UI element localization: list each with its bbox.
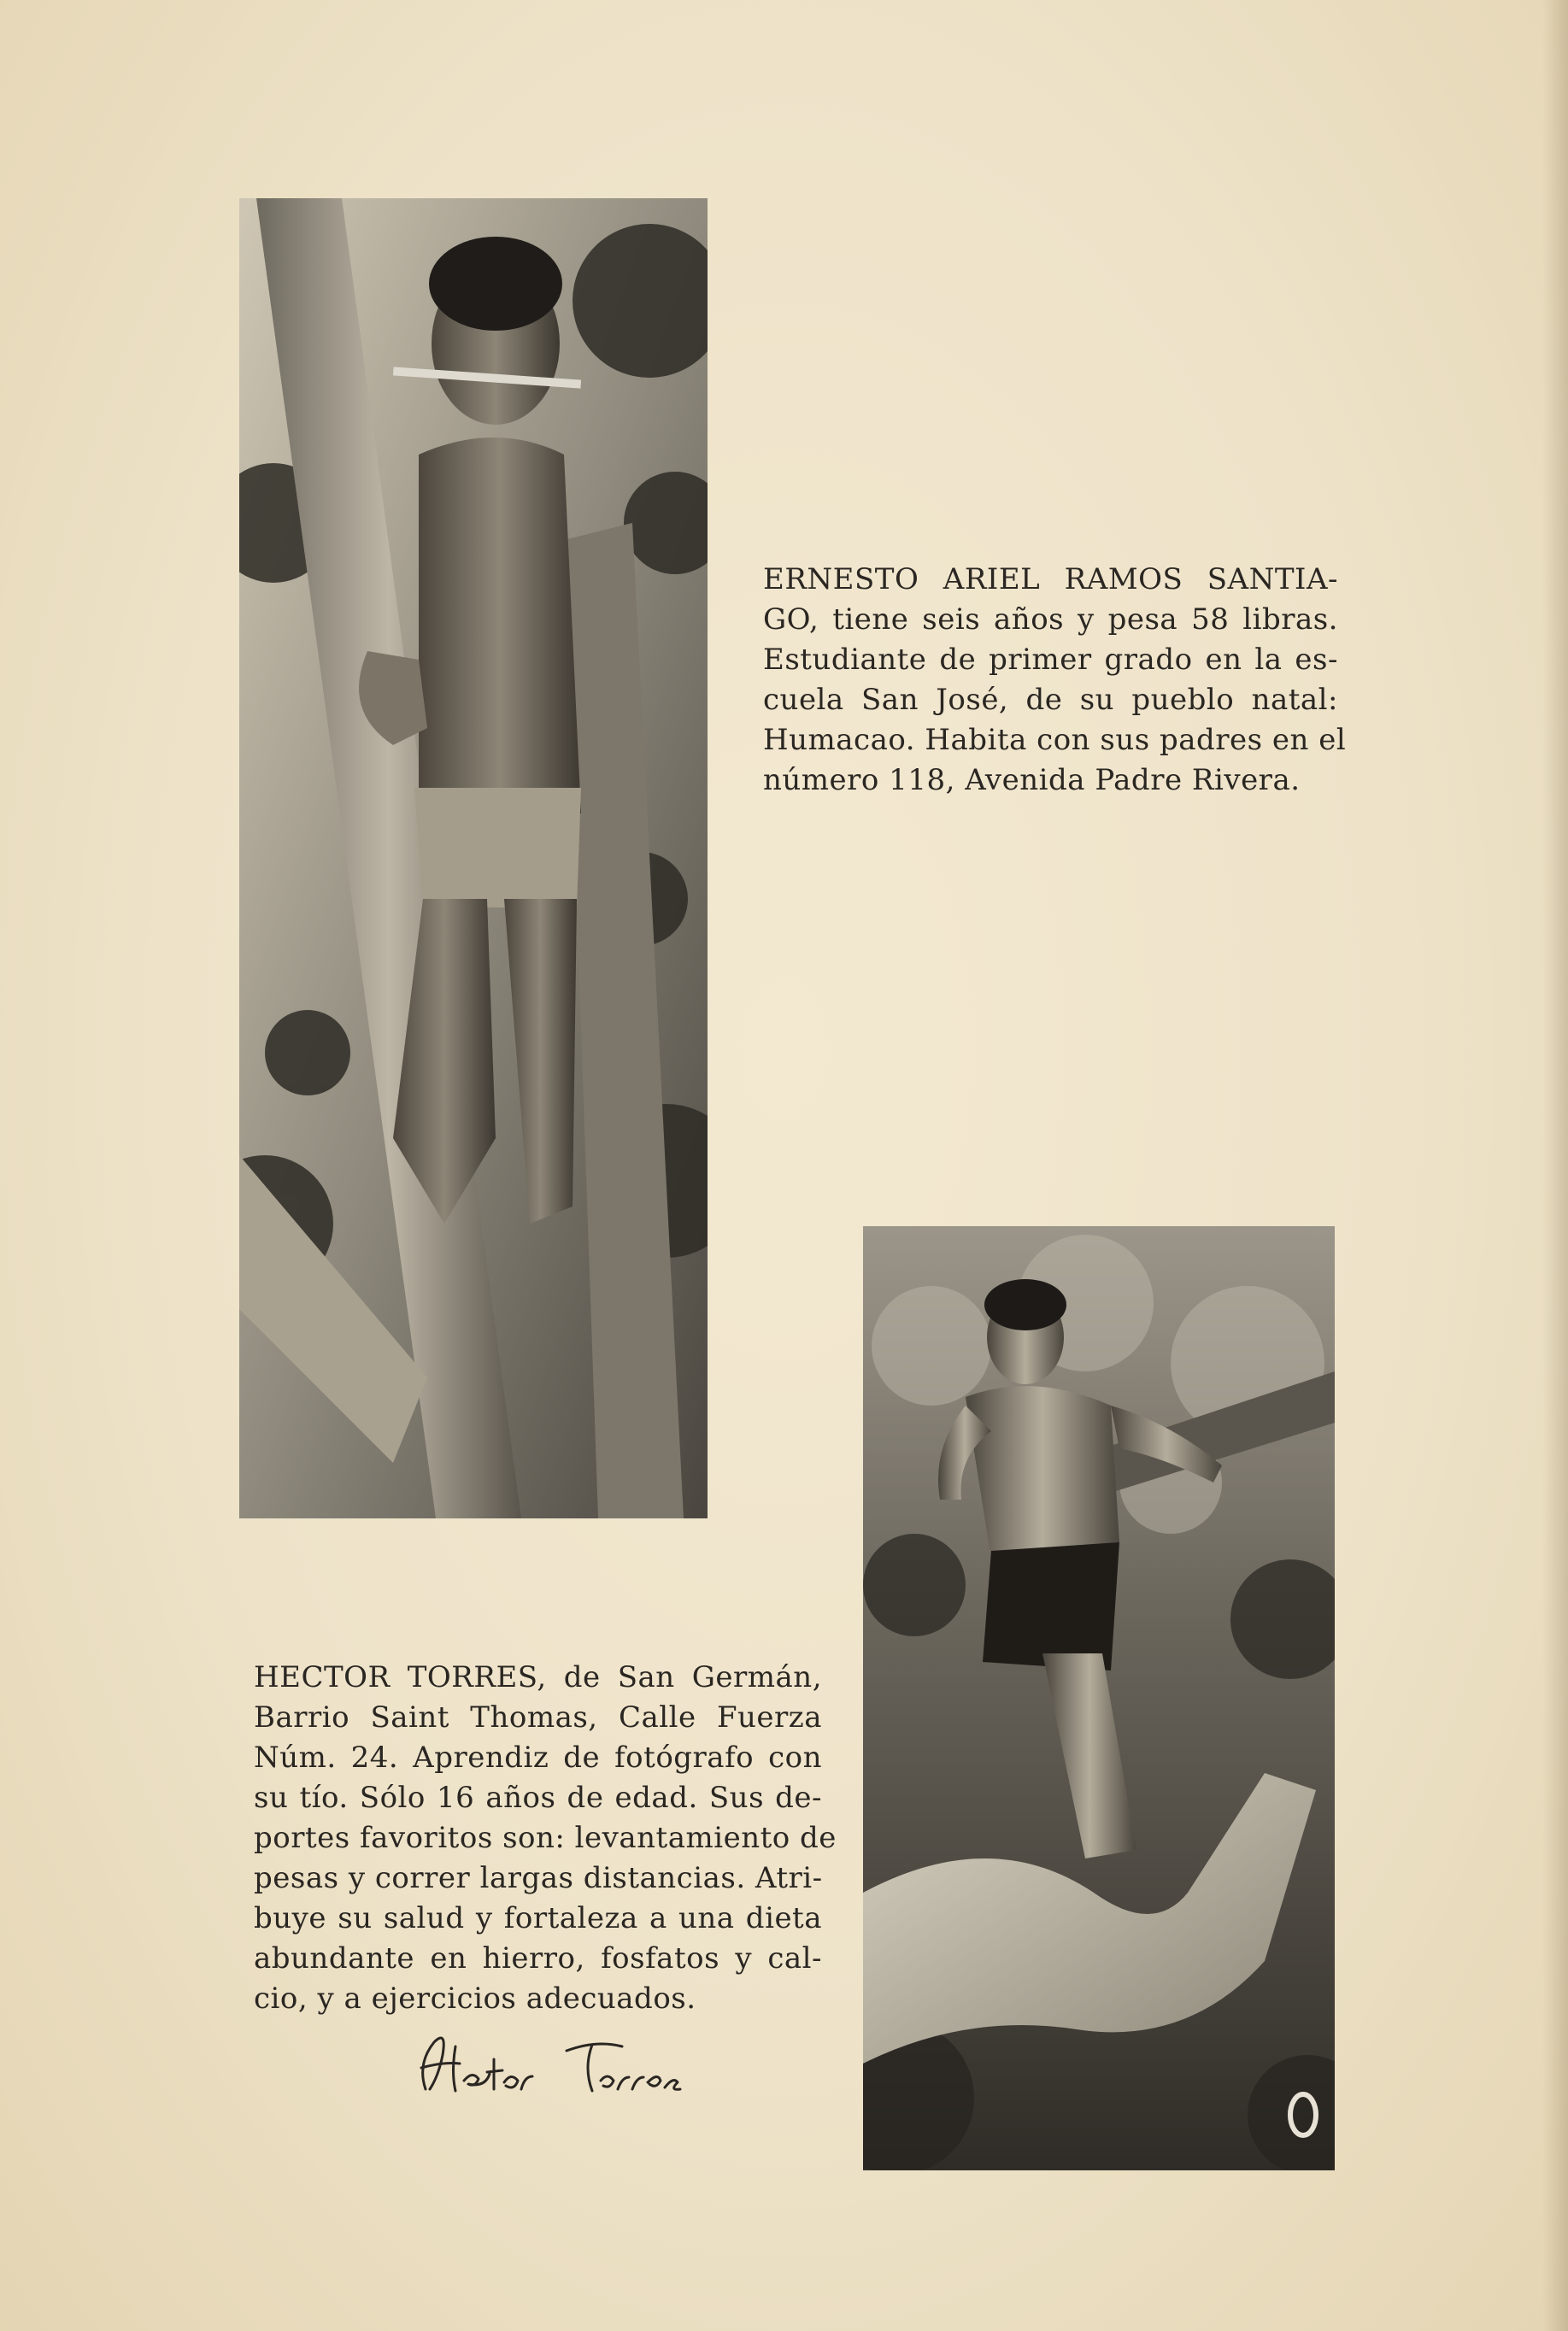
caption-line: Estudiante de primer grado en la es- [763,643,1338,677]
caption-line: su tío. Sólo 16 años de edad. Sus de- [254,1781,822,1815]
caption-line: portes favoritos son: levantamiento de [254,1821,837,1855]
page-edge-shadow [1542,0,1568,2331]
caption-line: Barrio Saint Thomas, Calle Fuerza [254,1700,822,1735]
handwritten-signature [408,2029,716,2098]
caption-line: pesas y correr largas distancias. Atri- [254,1861,823,1895]
photo-boy-in-tree [239,198,708,1518]
caption-ernesto [763,560,1347,801]
caption-line: GO, tiene seis años y pesa 58 libras. [763,602,1338,637]
caption-line: HECTOR TORRES, de San Germán, [254,1660,822,1694]
caption-line: Núm. 24. Aprendiz de fotógrafo con [254,1741,822,1775]
caption-line: buye su salud y fortaleza a una dieta [254,1901,822,1935]
caption-hector [254,1658,837,2019]
caption-line: cio, y a ejercicios adecuados. [254,1982,696,2016]
caption-line: ERNESTO ARIEL RAMOS SANTIA- [763,562,1338,596]
photo-man-in-tree [863,1226,1335,2170]
caption-line: cuela San José, de su pueblo natal: [763,683,1338,717]
caption-line: número 118, Avenida Padre Rivera. [763,763,1301,797]
caption-line: abundante en hierro, fosfatos y cal- [254,1941,822,1976]
caption-line: Humacao. Habita con sus padres en el [763,723,1347,757]
